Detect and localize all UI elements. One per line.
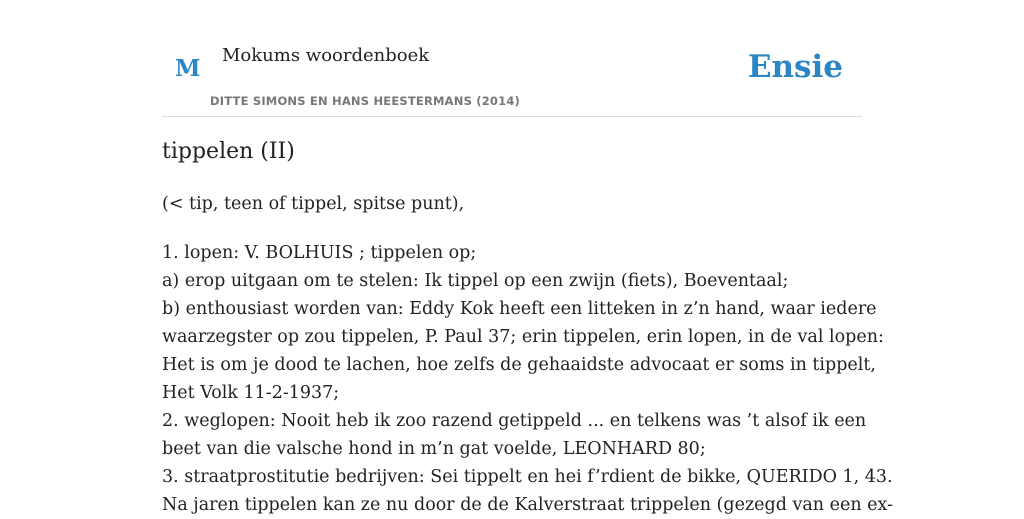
dictionary-title[interactable]: Mokums woordenboek — [222, 45, 430, 66]
ensie-logo-link[interactable]: Ensie — [747, 49, 843, 85]
definition-line: b) enthousiast worden van: Eddy Kok heeft een litteken in z’n hand, waar iedere — [162, 299, 877, 319]
definition-line: Het Volk 11-2-1937; — [162, 383, 340, 403]
entry-headword: tippelen (II) — [162, 139, 295, 164]
entry-etymology: (< tip, teen of tippel, spitse punt), — [162, 194, 465, 214]
dictionary-authors: DITTE SIMONS EN HANS HEESTERMANS (2014) — [210, 94, 520, 108]
definition-line: 2. weglopen: Nooit heb ik zoo razend getippeld ... en telkens was ’t alsof ik een — [162, 411, 867, 431]
definition-line: waarzegster op zou tippelen, P. Paul 37; erin tippelen, erin lopen, in de val lopen: — [162, 327, 884, 347]
page-container — [162, 0, 894, 515]
definition-line: beet van die valsche hond in m’n gat voelde, LEONHARD 80; — [162, 439, 706, 459]
definition-line: a) erop uitgaan om te stelen: Ik tippel op een zwijn (fiets), Boeventaal; — [162, 271, 789, 291]
definition-line: 3. straatprostitutie bedrijven: Sei tippelt en hei f’rdient de bikke, QUERIDO 1, 43. — [162, 467, 893, 487]
dictionary-header — [162, 0, 862, 117]
dictionary-logo[interactable]: M — [175, 55, 201, 82]
definition-line: 1. lopen: V. BOLHUIS ; tippelen op; — [162, 243, 477, 263]
definition-line: Het is om je dood te lachen, hoe zelfs de gehaaidste advocaat er soms in tippelt, — [162, 355, 876, 375]
definition-line: Na jaren tippelen kan ze nu door de de Kalverstraat trippelen (gezegd van een ex- — [162, 495, 894, 515]
entry-definitions — [162, 239, 894, 519]
